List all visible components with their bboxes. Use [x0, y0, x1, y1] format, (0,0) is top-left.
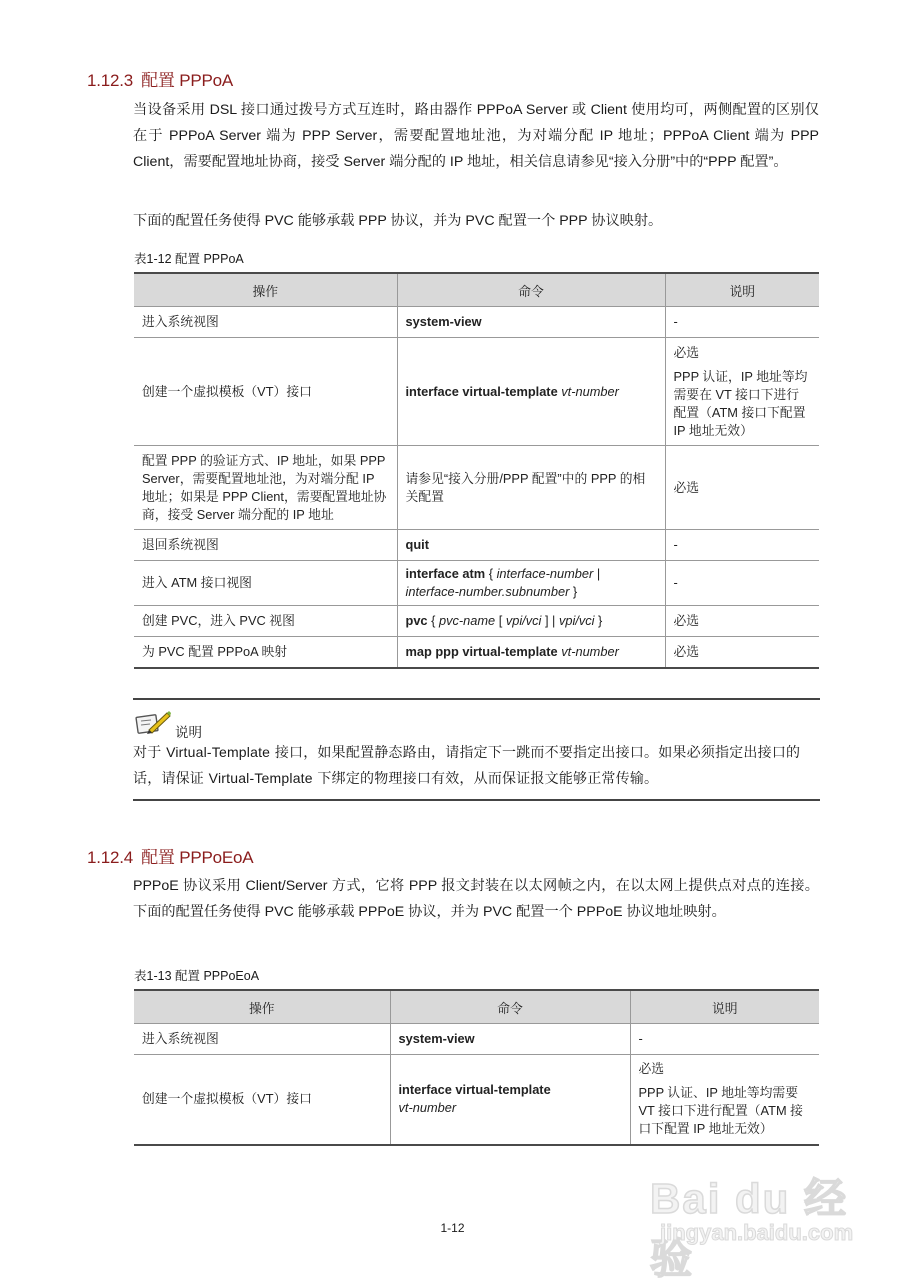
paragraph: 下面的配置任务使得 PVC 能够承载 PPP 协议，并为 PVC 配置一个 PPP 协议映射。	[133, 213, 663, 229]
table-row	[134, 561, 819, 606]
required-label: 必选	[673, 344, 700, 360]
header-description: 说明	[665, 273, 819, 307]
cell-command	[397, 338, 665, 446]
command-keyword: interface virtual-template	[398, 1082, 551, 1098]
note-text-part: 下绑定的物理接口有效，从而保证报文能够正常传输。	[312, 771, 659, 787]
brace: }	[594, 613, 603, 628]
command-keyword: map ppp virtual-template	[405, 643, 558, 659]
config-table-pppoa	[134, 272, 819, 669]
cell-command	[397, 637, 665, 668]
section-title: 配置 PPPoEoA	[141, 848, 254, 867]
description-text: PPP 认证、IP 地址等均需要 VT 接口下进行配置（ATM 接口下配置 IP 地址无效）	[638, 1085, 803, 1137]
cell-command	[390, 1024, 630, 1055]
paragraph: PPPoE 协议采用 Client/Server 方式，它将 PPP 报文封装在以太网帧之内，在以太网上提供点对点的连接。下面的配置任务使得 PVC 能够承载 PPPoE 协议，并为 PVC 配置一个 PPPoE 协议地址映射。	[133, 878, 819, 920]
table-row	[134, 1024, 819, 1055]
note-pencil-icon	[135, 710, 171, 741]
table-header-row	[134, 990, 819, 1024]
section-number: 1.12.3	[87, 71, 134, 90]
header-operation: 操作	[134, 990, 390, 1024]
section-heading-1-12-3	[87, 66, 233, 91]
cell-description: -	[665, 530, 819, 561]
config-table-pppoeoa	[134, 989, 819, 1146]
paragraph: 当设备采用 DSL 接口通过拨号方式互连时，路由器作 PPPoA Server 或 Client 使用均可，两侧配置的区别仅在于 PPPoA Server 端为 PPP Server，需要配置地址池，为对端分配 IP 地址；PPPoA Client 端为 PPP Client，需要配置地址协商，接受 Server 端分配的 IP 地址，相关信息请参见“接入分册”中的“PPP 配置”。	[133, 102, 819, 170]
cell-operation: 进入系统视图	[134, 307, 397, 338]
cell-operation: 退回系统视图	[134, 530, 397, 561]
table-row	[134, 606, 819, 637]
table-row	[134, 307, 819, 338]
table-row	[134, 1055, 819, 1145]
bracket: ] |	[541, 613, 559, 628]
section-title: 配置 PPPoA	[141, 71, 234, 90]
cell-command: 请参见“接入分册/PPP 配置”中的 PPP 的相关配置	[397, 446, 665, 530]
cell-description: 必选	[665, 606, 819, 637]
note-text-part: Virtual-Template	[208, 770, 313, 786]
note-label: 说明	[175, 725, 202, 740]
note-text	[133, 740, 820, 792]
cell-command	[397, 307, 665, 338]
cell-operation: 配置 PPP 的验证方式、IP 地址，如果 PPP Server，需要配置地址池，为对端分配 IP 地址；如果是 PPP Client，需要配置地址协商，接受 Server 端分配的 IP 地址	[134, 446, 397, 530]
command-argument: vt-number	[561, 383, 619, 399]
table-row	[134, 338, 819, 446]
note-text-part: Virtual-Template	[166, 744, 271, 760]
command-argument: vt-number	[561, 643, 619, 659]
cell-description: -	[665, 307, 819, 338]
cell-operation: 进入系统视图	[134, 1024, 390, 1055]
note-text-part: 对于	[133, 745, 167, 761]
cell-operation: 为 PVC 配置 PPPoA 映射	[134, 637, 397, 668]
bracket: [	[495, 613, 506, 628]
command-keyword: system-view	[398, 1031, 475, 1046]
command-argument: interface-number	[496, 566, 594, 581]
command-argument: pvc-name	[438, 613, 496, 628]
command-keyword: pvc	[405, 613, 428, 628]
cell-command	[390, 1055, 630, 1145]
cell-command	[397, 606, 665, 637]
cell-description	[665, 338, 819, 446]
header-description: 说明	[630, 990, 819, 1024]
table-caption: 表1-13 配置 PPPoEoA	[134, 969, 260, 983]
table-row	[134, 446, 819, 530]
cell-operation: 创建一个虚拟模板（VT）接口	[134, 1055, 390, 1145]
cell-operation: 创建 PVC，进入 PVC 视图	[134, 606, 397, 637]
table-caption: 表1-12 配置 PPPoA	[134, 252, 244, 266]
table-row	[134, 530, 819, 561]
cell-command	[397, 561, 665, 606]
cell-description: 必选	[665, 446, 819, 530]
page-number: 1-12	[440, 1221, 465, 1235]
watermark-url: jingyan.baidu.com	[660, 1220, 854, 1245]
section-heading-1-12-4	[87, 843, 253, 868]
table-row	[134, 637, 819, 668]
command-keyword: interface virtual-template	[405, 383, 558, 399]
description-text: PPP 认证，IP 地址等均需要在 VT 接口下进行配置（ATM 接口下配置 IP 地址无效）	[673, 368, 808, 438]
cell-operation: 创建一个虚拟模板（VT）接口	[134, 338, 397, 446]
watermark-logo: Bai du 经验	[650, 1175, 849, 1282]
cell-description: -	[630, 1024, 819, 1055]
command-keyword: interface atm	[405, 566, 486, 581]
cell-description: -	[665, 561, 819, 606]
command-keyword: system-view	[405, 314, 482, 329]
note-header	[135, 710, 202, 741]
cell-operation: 进入 ATM 接口视图	[134, 561, 397, 606]
command-argument: vpi/vci	[558, 613, 595, 628]
cell-description	[630, 1055, 819, 1145]
command-keyword: quit	[405, 537, 429, 552]
required-label: 必选	[638, 1061, 665, 1077]
header-operation: 操作	[134, 273, 397, 307]
cell-command	[397, 530, 665, 561]
command-argument: vpi/vci	[505, 613, 542, 628]
command-argument: vt-number	[398, 1100, 457, 1116]
note-text-part: 接口，如果配置静态路由，请指定下一跳而不要指定出接口。如果必须指定出接口的话，请保证	[133, 745, 801, 787]
cell-description: 必选	[665, 637, 819, 668]
separator: |	[593, 566, 601, 581]
brace: {	[488, 566, 497, 581]
command-argument: interface-number.subnumber	[405, 584, 570, 599]
header-command: 命令	[397, 273, 665, 307]
section-number: 1.12.4	[87, 848, 134, 867]
brace: {	[431, 613, 439, 628]
header-command: 命令	[390, 990, 630, 1024]
note-callout	[133, 698, 820, 801]
brace: }	[569, 584, 578, 599]
table-header-row	[134, 273, 819, 307]
